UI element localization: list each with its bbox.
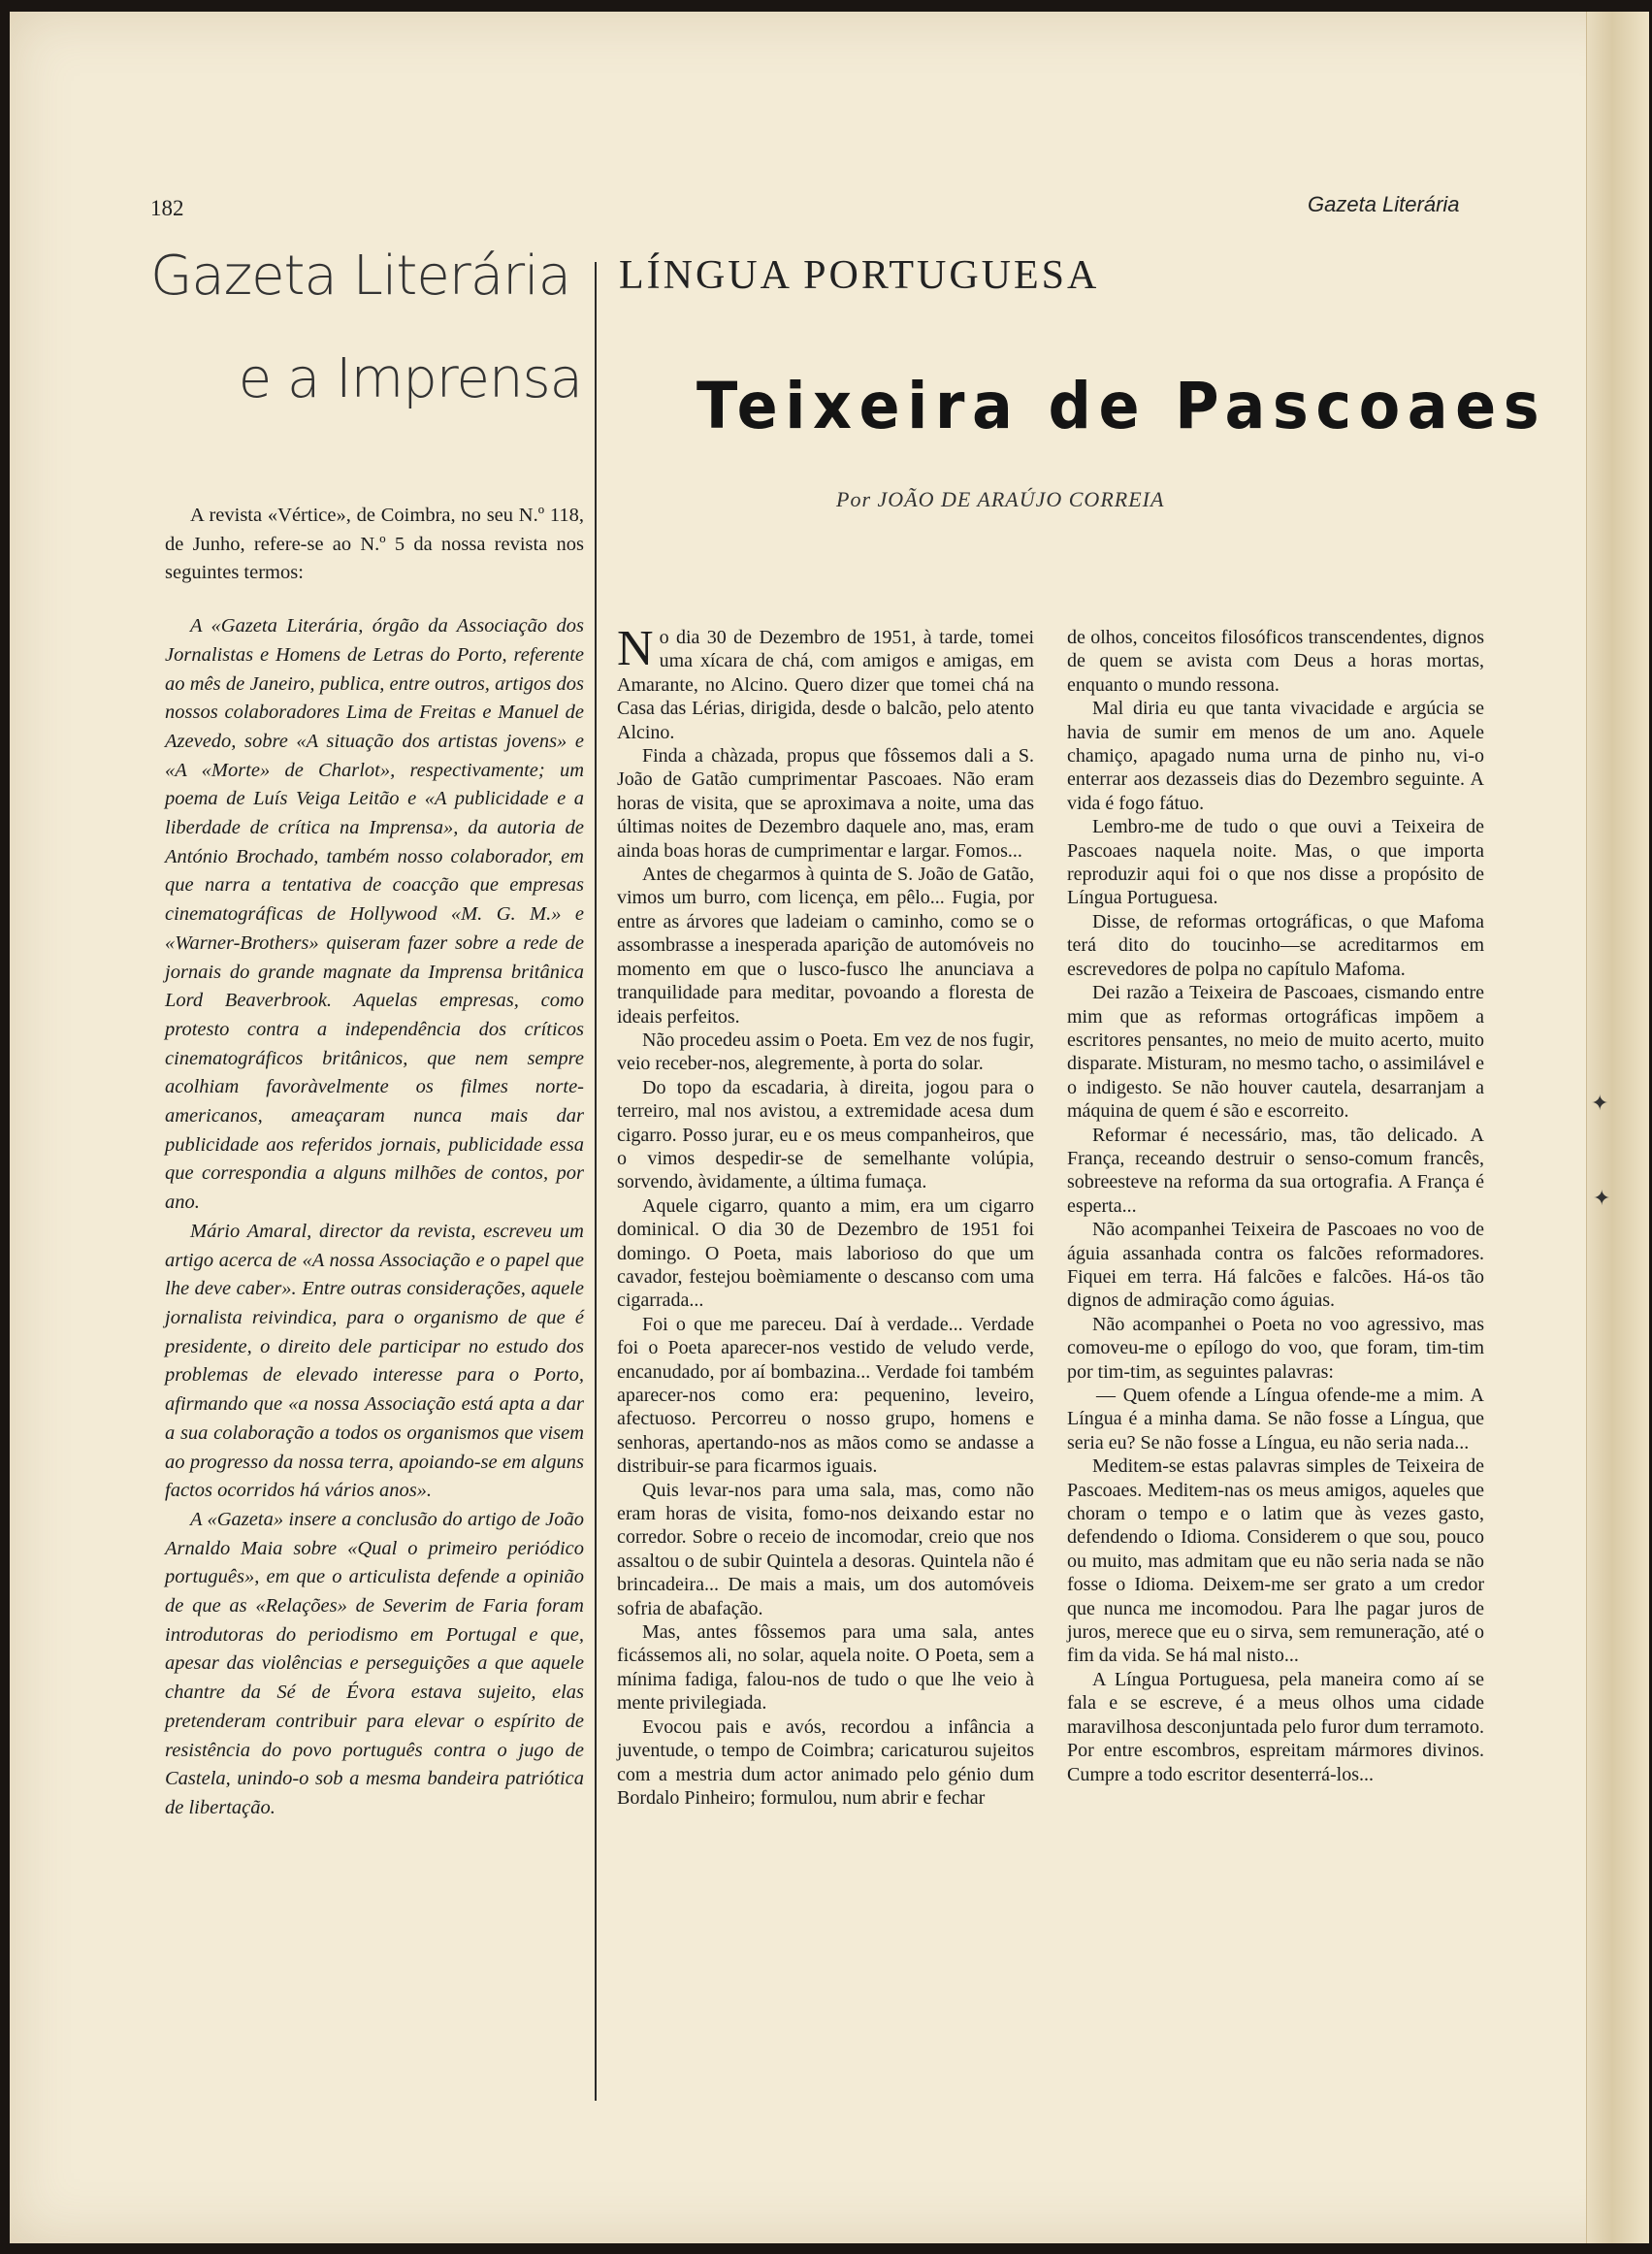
article-paragraph: Meditem-se estas palavras simples de Teixeira de Pascoaes. Meditem-nas os meus amigos, aqueles que choram o tempo e o latim que às vezes gasto, defendendo o Idioma. Considerem o que sou, pouco ou muito, mas admitam que eu não seria nada se não fosse o Idioma. Deixem-me ser grato a um credor que nunca me incomodou. Para lhe pagar juros de juros, merece que eu o sirva, sem remuneração, até o fim da vida. Se há mal nisto... bbox=[1067, 1455, 1484, 1667]
article-column-1 bbox=[617, 621, 1034, 1810]
article-paragraph: Dei razão a Teixeira de Pascoaes, cismando entre mim que as reformas ortográficas impõem a escritores pensantes, no meio de muito acerto, muito disparate. Misturam, no mesmo tacho, o assimilável e o indigesto. Se não houver cautela, desarranjam a máquina de quem é são e escorreito. bbox=[1067, 982, 1484, 1123]
sidebar-title-line1: Gazeta Literária bbox=[150, 245, 571, 308]
sidebar-paragraph: A «Gazeta Literária, órgão da Associação dos Jornalistas e Homens de Letras do Porto, referente ao mês de Janeiro, publica, entre outros, artigos dos nossos colaboradores Lima de Freitas e Manuel de Azevedo, sobre «A situação dos artistas jovens» e «A «Morte» de Charlot», respectivamente; um poema de Luís Veiga Leitão e «A publicidade e a liberdade de crítica na Imprensa», da autoria de António Brochado, também nosso colaborador, em que narra a tentativa de coacção que empresas cinematográficas de Hollywood «M. G. M.» e «Warner-Brothers» quiseram fazer sobre a rede de jornais do grande magnate da Imprensa britânica Lord Beaverbrook. Aquelas empresas, como protesto contra a independência dos críticos cinematográficos britânicos, que nem sempre acolhiam favoràvelmente os filmes norte-americanos, ameaçaram nunca mais dar publicidade aos referidos jornais, publicidade essa que correspondia a alguns milhões de contos, por ano. bbox=[165, 615, 584, 1214]
article-byline: Por JOÃO DE ARAÚJO CORREIA bbox=[836, 487, 1165, 511]
article-paragraph: Disse, de reformas ortográficas, o que Mafoma terá dito do toucinho—se acreditarmos em escrevedores de polpa no capítulo Mafoma. bbox=[1067, 910, 1484, 980]
binding-mark-icon: ✦ bbox=[1591, 1091, 1609, 1115]
sidebar-paragraph: A revista «Vértice», de Coimbra, no seu N.º 118, de Junho, refere-se ao N.º 5 da nossa revista nos seguintes termos: bbox=[165, 505, 584, 584]
column-divider bbox=[595, 262, 597, 2101]
running-head: Gazeta Literária bbox=[1308, 192, 1460, 216]
article-paragraph: Lembro-me de tudo o que ouvi a Teixeira de Pascoaes naquela noite. Mas, o que importa reproduzir aqui foi o que nos disse a propósito de Língua Portuguesa. bbox=[1067, 816, 1484, 909]
article-paragraph: Mas, antes fôssemos para uma sala, antes ficássemos ali, no solar, aquela noite. O Poeta, sem a mínima fadiga, falou-nos de tudo o que lhe veio à mente privilegiada. bbox=[617, 1621, 1034, 1715]
sidebar-paragraph: A «Gazeta» insere a conclusão do artigo de João Arnaldo Maia sobre «Qual o primeiro periódico português», em que o articulista defende a opinião de que as «Relações» de Severim de Faria foram introdutoras do periodismo em Portugal e que, apesar das violências e perseguições a que aquele chantre da Sé de Évora estava sujeito, elas pretenderam contribuir para elevar o espírito de resistência do povo português contra o jugo de Castela, unindo-o sob a mesma bandeira patriótica de libertação. bbox=[165, 1508, 584, 1818]
article-paragraph: Evocou pais e avós, recordou a infância a juventude, o tempo de Coimbra; caricaturou sujeitos com a mestria dum actor animado pelo génio dum Bordalo Pinheiro; formulou, num abrir e fechar bbox=[617, 1715, 1034, 1809]
article-paragraph: Antes de chegarmos à quinta de S. João de Gatão, vimos um burro, com licença, em pêlo... Fugia, por entre as árvores que ladeiam o caminho, como se o assombrasse a inesperada aparição de automóveis no momento em que o lusco-fusco lhe anunciava a tranquilidade para meditar, povoando a floresta de ideais perfeitos. bbox=[617, 864, 1034, 1028]
article-column-2 bbox=[1067, 626, 1484, 1786]
article-paragraph: Não acompanhei Teixeira de Pascoaes no voo de águia assanhada contra os falcões reformadores. Fiquei em terra. Há falcões e falcões. Há-os tão dignos de admiração como águias. bbox=[1067, 1219, 1484, 1312]
page-gutter bbox=[1586, 12, 1649, 2243]
article-paragraph: Mal diria eu que tanta vivacidade e argúcia se havia de sumir em menos de um ano. Aquele chamiço, apagado numa urna de pinho nu, vi-o enterrar aos dezasseis dias do Dezembro seguinte. A vida é fogo fátuo. bbox=[1067, 698, 1484, 814]
binding-mark-icon: ✦ bbox=[1593, 1186, 1611, 1210]
drop-cap: N bbox=[617, 621, 654, 676]
sidebar-title bbox=[150, 245, 582, 410]
article-paragraph: No dia 30 de Dezembro de 1951, à tarde, tomei uma xícara de chá, com amigos e amigas, em Amarante, no Alcino. Quero dizer que tomei chá na Casa das Lérias, dirigida, desde o balcão, pelo atento Alcino. bbox=[617, 621, 1034, 743]
article-title: Teixeira de Pascoaes bbox=[696, 369, 1547, 443]
article-paragraph: de olhos, conceitos filosóficos transcendentes, dignos de quem se avista com Deus a horas mortas, enquanto o mundo ressona. bbox=[1067, 627, 1484, 696]
article-quote: — Quem ofende a Língua ofende-me a mim. A Língua é a minha dama. Se não fosse a Língua, que seria eu? Se não fosse a Língua, eu não seria nada... bbox=[1067, 1385, 1484, 1454]
article-paragraph: Aquele cigarro, quanto a mim, era um cigarro dominical. O dia 30 de Dezembro de 1951 foi domingo. O Poeta, mais laborioso do que um cavador, festejou boèmiamente o descanso com uma cigarrada... bbox=[617, 1194, 1034, 1312]
article-paragraph: Quis levar-nos para uma sala, mas, como não eram horas de visita, fomo-nos deixando estar no corredor. Sobre o receio de incomodar, creio que nos assaltou o de subir Quintela a desoras. Quintela não é brincadeira... De mais a mais, um dos automóveis sofria de abafação. bbox=[617, 1479, 1034, 1619]
article-paragraph: Não acompanhei o Poeta no voo agressivo, mas comoveu-me o epílogo do voo, que foram, tim-tim por tim-tim, as seguintes palavras: bbox=[1067, 1313, 1484, 1383]
magazine-page bbox=[10, 12, 1649, 2243]
article-paragraph: A Língua Portuguesa, pela maneira como aí se fala e se escreve, é a meus olhos uma cidade maravilhosa desconjuntada pelo furor dum terramoto. Por entre escombros, espreitam mármores divinos. Cumpre a todo escritor desenterrá-los... bbox=[1067, 1668, 1484, 1785]
sidebar-text bbox=[165, 502, 584, 1823]
section-header: LÍNGUA PORTUGUESA bbox=[619, 253, 1100, 298]
sidebar-title-line2: e a Imprensa bbox=[238, 347, 582, 410]
article-paragraph: Reformar é necessário, mas, tão delicado. A França, receando destruir o senso-comum francês, sobreesteve na reforma da sua ortografia. A França é esperta... bbox=[1067, 1124, 1484, 1217]
article-paragraph: Foi o que me pareceu. Daí à verdade... Verdade foi o Poeta aparecer-nos vestido de veludo verde, encanudado, por aí bombazina... Verdade foi também aparecer-nos como era: pequenino, leveiro, afectuoso. Percorreu o nosso grupo, homens e senhoras, apertando-nos as mãos como se andasse a distribuir-se para ficarmos iguais. bbox=[617, 1313, 1034, 1478]
article-paragraph: Não procedeu assim o Poeta. Em vez de nos fugir, veio receber-nos, alegremente, à porta do solar. bbox=[617, 1029, 1034, 1075]
page-number: 182 bbox=[150, 196, 184, 220]
article-paragraph: Finda a chàzada, propus que fôssemos dali a S. João de Gatão cumprimentar Pascoaes. Não eram horas de visita, que se aproximava a noite, uma das últimas noites de Dezembro daquele ano, mas, eram ainda boas horas de cumprimentar e largar. Fomos... bbox=[617, 745, 1034, 862]
article-paragraph: Do topo da escadaria, à direita, jogou para o terreiro, mal nos avistou, a extremidade acesa dum cigarro. Posso jurar, eu e os meus companheiros, que o vimos despedir-se de semelhante volúpia, sorvendo, àvidamente, a última fumaça. bbox=[617, 1076, 1034, 1193]
sidebar-paragraph: Mário Amaral, director da revista, escreveu um artigo acerca de «A nossa Associação e o papel que lhe deve caber». Entre outras considerações, aquele jornalista reivindica, para o organismo de que é presidente, o direito dele participar no estudo dos problemas de elevado interesse para o Porto, afirmando que «a nossa Associação está apta a dar a sua colaboração a todos os organismos que visem ao progresso da nossa terra, apoiando-se em alguns factos ocorridos há vários anos». bbox=[165, 1220, 584, 1502]
